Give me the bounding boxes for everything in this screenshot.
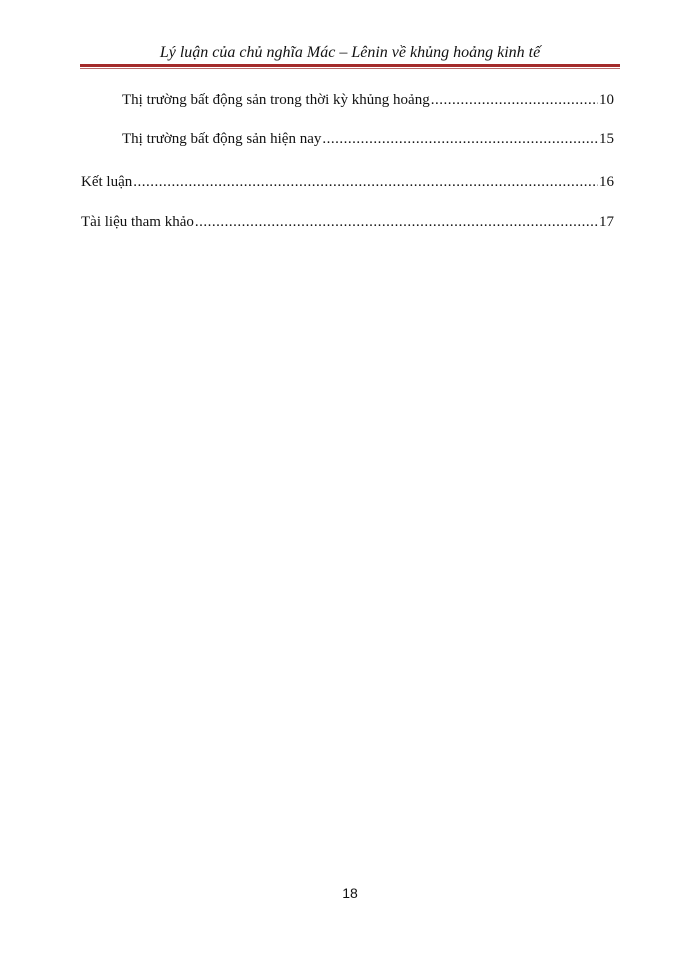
toc-entry[interactable] (81, 212, 614, 232)
toc-entry[interactable] (81, 172, 614, 192)
toc-dot-leader (431, 90, 598, 110)
toc-entry-label: Thị trường bất động sản trong thời kỳ khủng hoảng (122, 92, 430, 108)
toc-entry-label: Kết luận (81, 174, 133, 190)
toc-dot-leader (133, 172, 598, 192)
toc-entry-label: Tài liệu tham khảo (81, 214, 194, 230)
toc-entry-page: 15 (599, 131, 614, 147)
header-divider (80, 64, 620, 70)
toc-entry[interactable] (122, 90, 614, 110)
toc-dot-leader (322, 129, 598, 149)
header-title: Lý luận của chủ nghĩa Mác – Lênin về khủng hoảng kinh tế (159, 44, 541, 61)
toc-entry[interactable] (122, 129, 614, 149)
toc-entry-page: 16 (599, 174, 614, 190)
toc-entry-page: 17 (599, 214, 614, 230)
toc-dot-leader (195, 212, 598, 232)
toc-entry-label: Thị trường bất động sản hiện nay (122, 131, 322, 147)
page-number: 18 (342, 885, 358, 901)
toc-entry-page: 10 (599, 92, 614, 108)
